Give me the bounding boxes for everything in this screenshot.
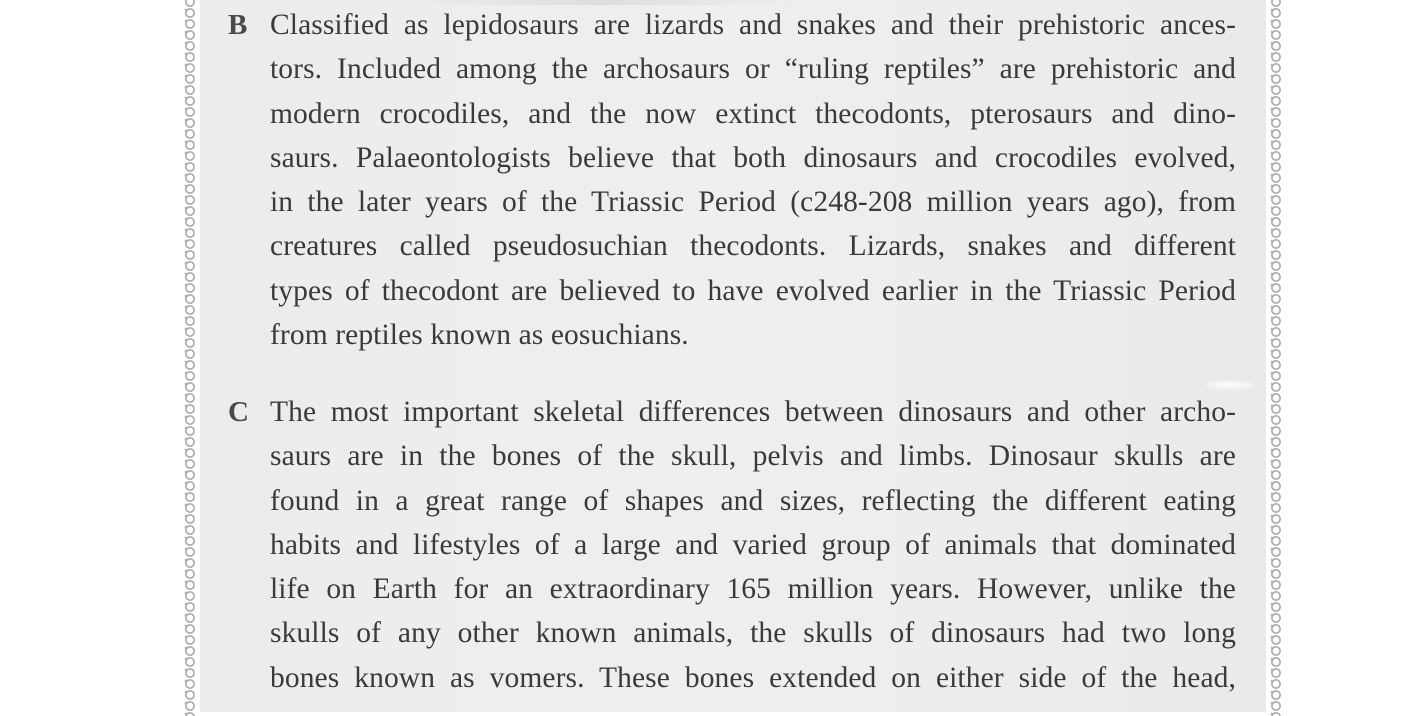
text-line: in the later years of the Triassic Period (c248-208 million years ago), from [270, 186, 1236, 219]
text-line: creatures called pseudosuchian thecodonts. Lizards, snakes and different [270, 230, 1236, 263]
text-line: found in a great range of shapes and sizes, reflecting the different eating [270, 484, 1236, 517]
text-line: from reptiles known as eosuchians. [270, 319, 689, 352]
text-line: saurs. Palaeontologists believe that both dinosaurs and crocodiles evolved, [270, 141, 1236, 174]
decorative-border-right [1268, 0, 1284, 716]
text-line: life on Earth for an extraordinary 165 million years. However, unlike the [270, 573, 1236, 606]
paragraph-body [270, 3, 1236, 357]
paragraph-body [270, 390, 1236, 700]
text-line: habits and lifestyles of a large and varied group of animals that dominated [270, 528, 1236, 561]
paragraph-letter: C [228, 396, 249, 428]
scan-smudge [1205, 380, 1255, 390]
text-line: saurs are in the bones of the skull, pelvis and limbs. Dinosaur skulls are [270, 440, 1236, 473]
text-line: modern crocodiles, and the now extinct thecodonts, pterosaurs and dino- [270, 97, 1236, 130]
text-line: Classified as lepidosaurs are lizards and snakes and their prehistoric ances- [270, 9, 1236, 41]
text-line: types of thecodont are believed to have evolved earlier in the Triassic Period [270, 274, 1236, 307]
decorative-border-left [182, 0, 198, 716]
text-line: skulls of any other known animals, the skulls of dinosaurs had two long [270, 617, 1236, 650]
text-line: The most important skeletal differences between dinosaurs and other archo- [270, 396, 1236, 428]
text-line: tors. Included among the archosaurs or “ruling reptiles” are prehistoric and [270, 53, 1236, 86]
paragraph-letter: B [228, 9, 248, 41]
text-line: bones known as vomers. These bones extended on either side of the head, [270, 661, 1236, 694]
